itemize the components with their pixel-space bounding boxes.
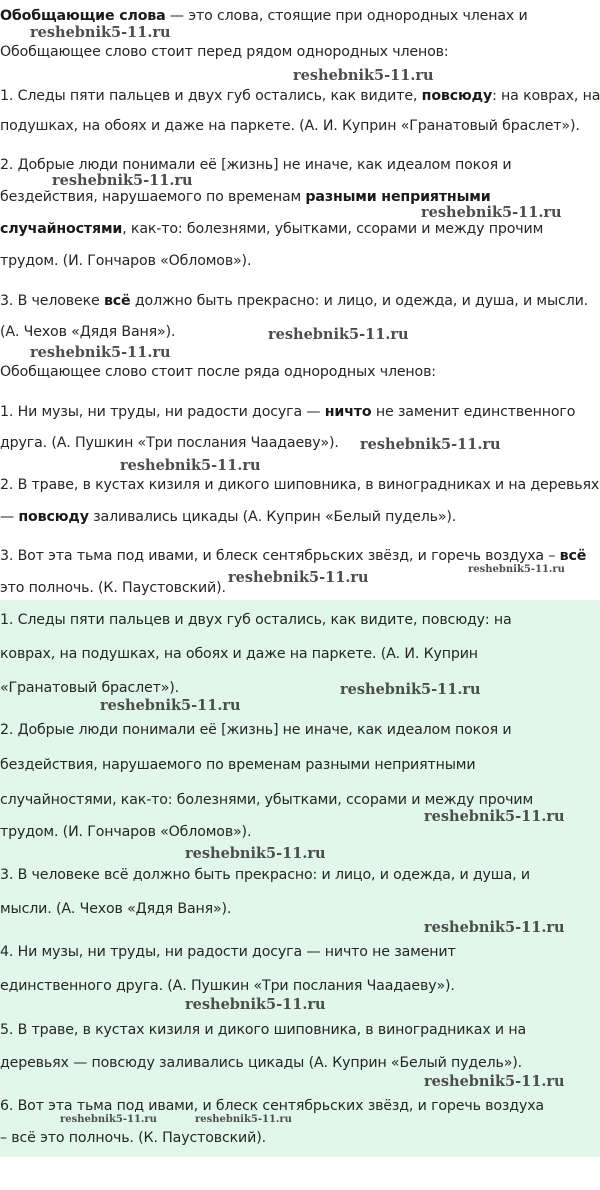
watermark: reshebnik5-11.ru (52, 172, 193, 189)
after-example-2-line-2: — повсюду заливались цикады (А. Куприн «Белый пудель»). (0, 509, 457, 525)
answer-line: 6. Вот эта тьма под ивами, и блеск сентябрьских звёзд, и горечь воздуха (0, 1098, 544, 1114)
before-example-2-line-2: бездействия, нарушаемого по временам разными неприятными (0, 189, 491, 205)
before-example-2-line-3: случайностями, как-то: болезнями, убытками, ссорами и между прочим (0, 221, 544, 237)
watermark: reshebnik5-11.ru (185, 845, 326, 862)
answer-line: 2. Добрые люди понимали её [жизнь] не иначе, как идеалом покоя и (0, 722, 512, 738)
before-example-1-line-1: 1. Следы пяти пальцев и двух губ остались, как видите, повсюду: на коврах, на (0, 88, 600, 104)
answer-line: коврах, на подушках, на обоях и даже на паркете. (А. И. Куприн (0, 646, 478, 662)
after-example-1-line-1: 1. Ни музы, ни труды, ни радости досуга — ничто не заменит единственного (0, 404, 576, 420)
before-heading: Обобщающее слово стоит перед рядом однородных членов: (0, 44, 449, 60)
after-heading: Обобщающее слово стоит после ряда однородных членов: (0, 364, 436, 380)
answer-line: единственного друга. (А. Пушкин «Три послания Чаадаеву»). (0, 978, 455, 994)
before-example-1-line-2: подушках, на обоях и даже на паркете. (А. И. Куприн «Гранатовый браслет»). (0, 118, 580, 134)
watermark: reshebnik5-11.ru (424, 808, 565, 825)
answer-line: 3. В человеке всё должно быть прекрасно: и лицо, и одежда, и душа, и (0, 867, 530, 883)
after-example-1-line-2: друга. (А. Пушкин «Три послания Чаадаеву»). (0, 435, 339, 451)
answer-line: трудом. (И. Гончаров «Обломов»). (0, 824, 252, 840)
watermark: reshebnik5-11.ru (195, 1114, 292, 1125)
watermark: reshebnik5-11.ru (268, 326, 409, 343)
watermark: reshebnik5-11.ru (60, 1114, 157, 1125)
answer-line: мысли. (А. Чехов «Дядя Ваня»). (0, 901, 232, 917)
before-example-2-line-1: 2. Добрые люди понимали её [жизнь] не иначе, как идеалом покоя и (0, 157, 512, 173)
watermark: reshebnik5-11.ru (185, 996, 326, 1013)
answer-line: – всё это полночь. (К. Паустовский). (0, 1130, 266, 1146)
intro-line: Обобщающие слова — это слова, стоящие при однородных членах и (0, 8, 528, 24)
after-example-3-line-2: это полночь. (К. Паустовский). (0, 580, 226, 596)
after-example-3-line-1: 3. Вот эта тьма под ивами, и блеск сентябрьских звёзд, и горечь воздуха – всё (0, 548, 587, 564)
watermark: reshebnik5-11.ru (30, 24, 171, 41)
before-example-3-line-2: (А. Чехов «Дядя Ваня»). (0, 324, 176, 340)
watermark: reshebnik5-11.ru (360, 436, 501, 453)
answer-line: 5. В траве, в кустах кизиля и дикого шиповника, в виноградниках и на (0, 1022, 527, 1038)
answer-line: случайностями, как-то: болезнями, убытками, ссорами и между прочим (0, 792, 534, 808)
answer-line: 1. Следы пяти пальцев и двух губ остались, как видите, повсюду: на (0, 612, 512, 628)
watermark: reshebnik5-11.ru (30, 344, 171, 361)
before-example-2-line-4: трудом. (И. Гончаров «Обломов»). (0, 253, 252, 269)
after-example-2-line-1: 2. В траве, в кустах кизиля и дикого шиповника, в виноградниках и на деревьях (0, 477, 600, 493)
watermark: reshebnik5-11.ru (120, 457, 261, 474)
watermark: reshebnik5-11.ru (340, 681, 481, 698)
answer-line: бездействия, нарушаемого по временам разными неприятными (0, 757, 476, 773)
watermark: reshebnik5-11.ru (421, 204, 562, 221)
answer-line: деревьях — повсюду заливались цикады (А. Куприн «Белый пудель»). (0, 1055, 523, 1071)
answer-line: 4. Ни музы, ни труды, ни радости досуга — ничто не заменит (0, 944, 456, 960)
watermark: reshebnik5-11.ru (228, 569, 369, 586)
watermark: reshebnik5-11.ru (100, 697, 241, 714)
watermark: reshebnik5-11.ru (468, 564, 565, 575)
watermark: reshebnik5-11.ru (424, 1073, 565, 1090)
before-example-3-line-1: 3. В человеке всё должно быть прекрасно: и лицо, и одежда, и душа, и мысли. (0, 293, 589, 309)
watermark: reshebnik5-11.ru (424, 919, 565, 936)
answer-line: «Гранатовый браслет»). (0, 680, 179, 696)
watermark: reshebnik5-11.ru (293, 67, 434, 84)
